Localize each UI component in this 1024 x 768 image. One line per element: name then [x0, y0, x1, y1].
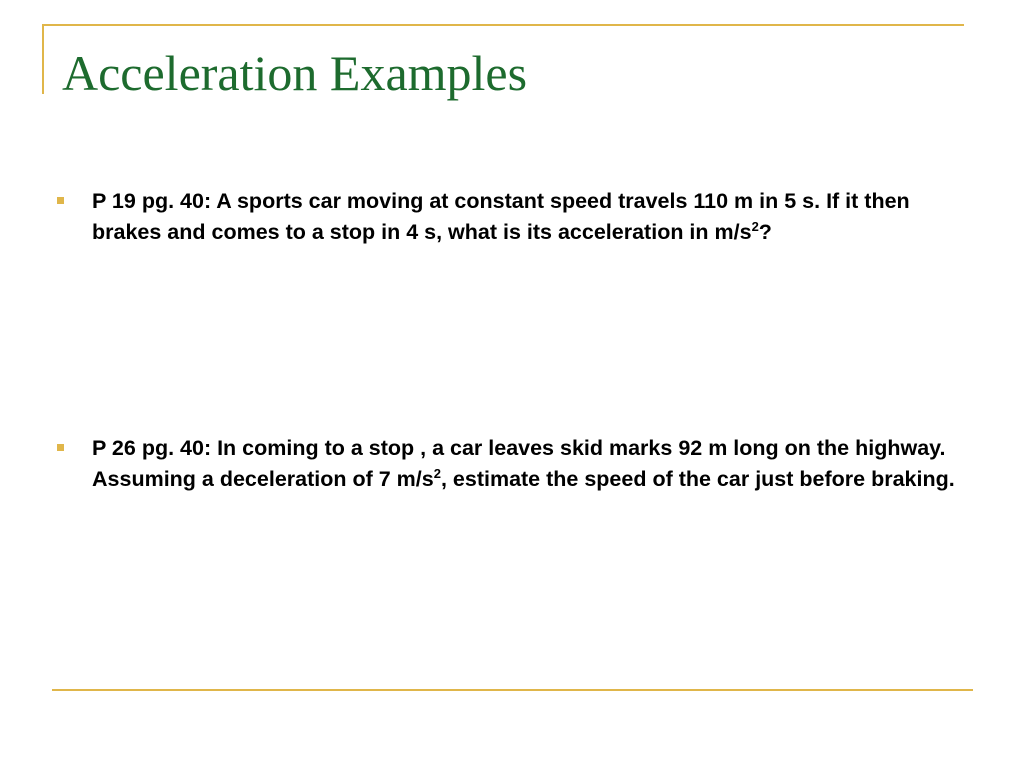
- title-left-rule: [42, 24, 44, 94]
- bullet-text-main: P 19 pg. 40: A sports car moving at constant speed travels 110 m in 5 s. If it then brakes and comes to a stop in 4 s, what is its acceleration in m/s: [92, 189, 910, 244]
- superscript: 2: [751, 218, 759, 234]
- square-bullet-icon: [57, 444, 64, 451]
- bullet-text-main: P 26 pg. 40: In coming to a stop , a car leaves skid marks 92 m long on the highway. Assuming a deceleration of 7 m/s: [92, 436, 946, 491]
- bullet-item: [57, 186, 957, 248]
- bullet-item: [57, 433, 957, 495]
- square-bullet-icon: [57, 197, 64, 204]
- bullet-text: [92, 186, 957, 248]
- bullet-text: [92, 433, 957, 495]
- bullet-text-tail: ?: [758, 220, 772, 244]
- superscript: 2: [433, 465, 441, 481]
- slide-title: Acceleration Examples: [62, 45, 528, 101]
- footer-rule: [52, 689, 973, 691]
- title-top-rule: [42, 24, 964, 26]
- bullet-text-tail: , estimate the speed of the car just before braking.: [440, 467, 955, 491]
